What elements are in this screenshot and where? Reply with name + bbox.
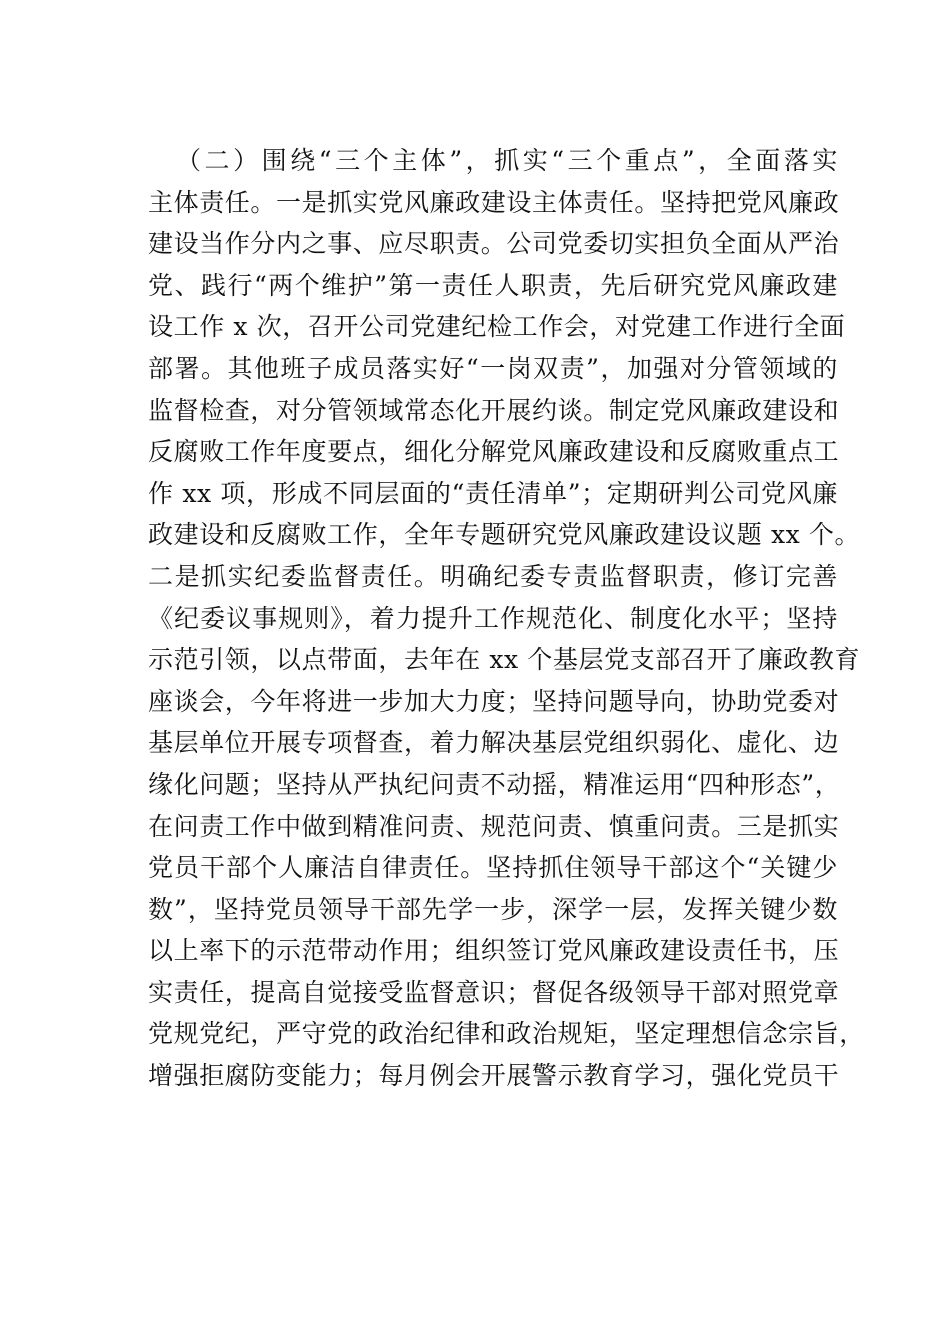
text-line-2: 主体责任。一是抓实党风廉政建设主体责任。坚持把党风廉政 (148, 187, 840, 217)
text-line-11: 二是抓实纪委监督责任。明确纪委专责监督职责，修订完善 (148, 561, 838, 591)
text-line-16: 缘化问题；坚持从严执纪问责不动摇，精准运用“四种形态”， (148, 769, 841, 799)
text-line-10: 政建设和反腐败工作，全年专题研究党风廉政建设议题 xx 个。 (148, 520, 861, 550)
text-line-3: 建设当作分内之事、应尽职责。公司党委切实担负全面从严治 (148, 229, 840, 259)
text-line-20: 以上率下的示范带动作用；组织签订党风廉政建设责任书，压 (148, 936, 840, 966)
text-line-9: 作 xx 项，形成不同层面的“责任清单”；定期研判公司党风廉 (148, 478, 838, 508)
text-line-17: 在问责工作中做到精准问责、规范问责、慎重问责。三是抓实 (148, 811, 840, 841)
text-line-19: 数”，坚持党员领导干部先学一步，深学一层，发挥关键少数 (148, 894, 838, 924)
text-line-1: （二）围绕“三个主体”，抓实“三个重点”，全面落实 (176, 146, 838, 175)
body-text (148, 140, 865, 1097)
text-line-5: 设工作 x 次，召开公司党建纪检工作会，对党建工作进行全面 (148, 312, 846, 342)
text-line-6: 部署。其他班子成员落实好“一岗双责”，加强对分管领域的 (148, 353, 838, 383)
text-line-8: 反腐败工作年度要点，细化分解党风廉政建设和反腐败重点工 (148, 437, 840, 467)
text-line-13: 示范引领，以点带面，去年在 xx 个基层党支部召开了廉政教育 (148, 645, 861, 675)
text-line-21: 实责任，提高自觉接受监督意识；督促各级领导干部对照党章 (148, 977, 840, 1007)
text-line-14: 座谈会，今年将进一步加大力度；坚持问题导向，协助党委对 (148, 686, 840, 716)
text-line-23: 增强拒腐防变能力；每月例会开展警示教育学习，强化党员干 (148, 1061, 840, 1091)
text-line-7: 监督检查，对分管领域常态化开展约谈。制定党风廉政建设和 (148, 395, 840, 425)
text-line-22: 党规党纪，严守党的政治纪律和政治规矩，坚定理想信念宗旨， (148, 1019, 865, 1049)
text-line-18: 党员干部个人廉洁自律责任。坚持抓住领导干部这个“关键少 (148, 853, 838, 883)
text-line-4: 党、践行“两个维护”第一责任人职责，先后研究党风廉政建 (148, 270, 838, 300)
text-line-15: 基层单位开展专项督查，着力解决基层党组织弱化、虚化、边 (148, 728, 840, 758)
text-line-12: 《纪委议事规则》，着力提升工作规范化、制度化水平；坚持 (148, 603, 838, 633)
